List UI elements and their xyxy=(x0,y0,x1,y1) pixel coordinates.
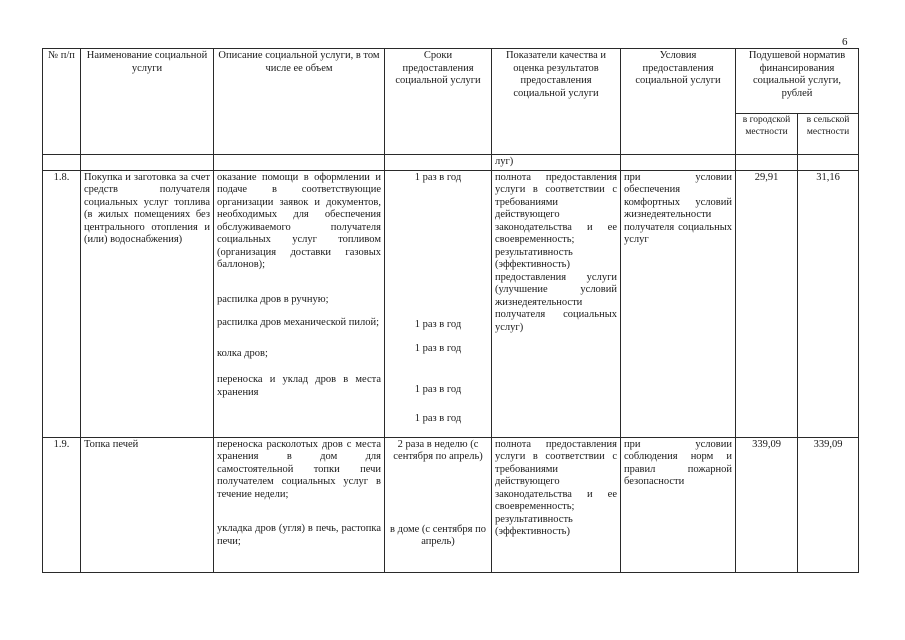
term-item: 1 раз в год xyxy=(414,384,462,395)
table-row xyxy=(43,170,859,437)
description-item: распилка дров механической пилой; xyxy=(217,317,380,328)
quality-item: полнота предоставления услуги в соответствии с требованиями действующего законодательства и ее своевременность; xyxy=(495,438,617,512)
term-item: 1 раз в год xyxy=(414,412,462,424)
term-item: 2 раза в неделю (с сентября по апрель) xyxy=(393,438,483,462)
page-number: 6 xyxy=(842,36,848,48)
service-terms xyxy=(385,437,492,572)
header-city: в городской местности xyxy=(736,114,798,155)
continuation-row xyxy=(43,155,859,171)
service-name: Покупка и заготовка за счет средств получателя социальных услуг топлива (в жилых помещениях без центрального отопления и (или) водоснабжения) xyxy=(81,170,214,437)
row-number: 1.8. xyxy=(43,170,81,437)
description-item: переноска и уклад дров в места хранения xyxy=(217,374,381,398)
norm-rural: 31,16 xyxy=(798,170,859,437)
quality-item: результативность (эффективность) xyxy=(495,513,573,537)
quality-item: результативность (эффективность) xyxy=(495,246,573,270)
description-item: переноска расколотых дров с места хранения в дом для самостоятельной топки печи получателем социальных услуг в течение недели; xyxy=(217,438,381,500)
service-description xyxy=(214,170,385,437)
description-item: укладка дров (угля) в печь, растопка печи; xyxy=(217,523,381,547)
term-item: 1 раз в год xyxy=(414,319,462,330)
norm-city: 339,09 xyxy=(736,437,798,572)
description-item: распилка дров в ручную; xyxy=(217,293,329,305)
quality-item: предоставления услуги (улучшение условий жизнедеятельности получателя социальных услуг) xyxy=(495,271,617,333)
norm-rural: 339,09 xyxy=(798,437,859,572)
description-item: оказание помощи в оформлении и подаче в соответствующие организации заявок и документов, необходимых для обеспечения обслуживаемого получателя социальных услуг топливом (организация доставки газовых баллонов); xyxy=(217,171,381,270)
service-description xyxy=(214,437,385,572)
header-norm: Подушевой норматив финансирования социальной услуги, рублей xyxy=(736,49,859,114)
service-quality xyxy=(492,437,621,572)
service-conditions: при условии соблюдения норм и правил пожарной безопасности xyxy=(621,437,736,572)
header-quality: Показатели качества и оценка результатов предоставления социальной услуги xyxy=(492,49,621,155)
term-item: в доме (с сентября по апрель) xyxy=(390,523,486,547)
service-conditions: при условии обеспечения комфортных условий жизнедеятельности получателя социальных услуг xyxy=(621,170,736,437)
description-item: колка дров; xyxy=(217,347,268,359)
header-description: Описание социальной услуги, в том числе ее объем xyxy=(214,49,385,155)
norm-city: 29,91 xyxy=(736,170,798,437)
header-terms: Сроки предоставления социальной услуги xyxy=(385,49,492,155)
table-row xyxy=(43,437,859,572)
term-item: 1 раз в год xyxy=(414,171,462,183)
service-quality xyxy=(492,170,621,437)
quality-item: полнота предоставления услуги в соответствии с требованиями действующего законодательства и ее своевременность; xyxy=(495,171,617,245)
social-services-table xyxy=(42,48,859,573)
row-number: 1.9. xyxy=(43,437,81,572)
term-item: 1 раз в год xyxy=(414,342,462,354)
service-terms xyxy=(385,170,492,437)
continuation-quality: луг) xyxy=(492,155,621,171)
header-name: Наименование социальной услуги xyxy=(81,49,214,155)
header-conditions: Условия предоставления социальной услуги xyxy=(621,49,736,155)
header-num: № п/п xyxy=(43,49,81,155)
header-rural: в сельской местности xyxy=(798,114,859,155)
service-name: Топка печей xyxy=(81,437,214,572)
header-row xyxy=(43,49,859,114)
